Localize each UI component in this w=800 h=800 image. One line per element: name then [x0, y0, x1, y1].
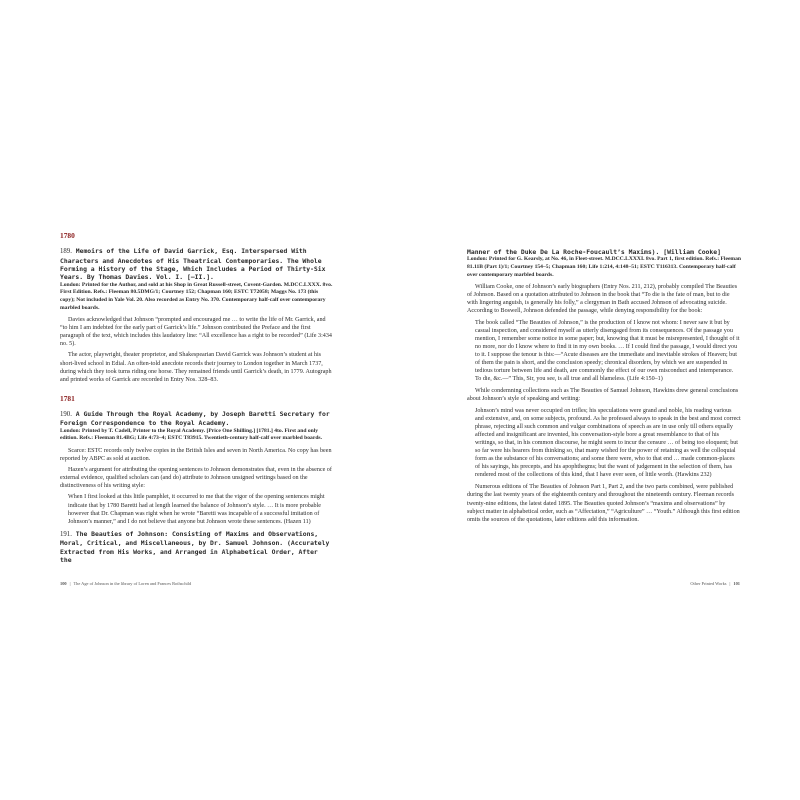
- left-page-number: 100: [60, 581, 67, 586]
- entry-189-title: [60, 247, 333, 282]
- entry-191-publication: London: Printed for G. Kearsly, at No. 46, in Fleet-street. M.DCC.LXXXI. 8vo. Part 1, first edition. Refs.: Fleeman 81.11B (Part 1)/1; Courtney 154–5; Chapman 160; Life 1:214, 4:148–51; ESTC T116313. Contemporary half-calf over contemporary marbled boards.: [467, 256, 742, 278]
- left-page-footer: [60, 581, 191, 586]
- entry-191-block-quote-1: The book called “The Beauties of Johnson,” is the production of I know not whom: I never saw it but by casual inspection, and considered myself as utterly disengaged from its consequences. Of the passage you mention, I remember some notice in some paper; but, knowing that it must be misrepresented, I thought of it no more, nor do I know where to find it in my own books. … If I could find the passage, I would direct you to it. I suppose the tenour is this:—“Acute diseases are the immediate and inevitable strokes of Heaven; but of them the pain is short, and the conclusion speedy; chronical disorders, by which we are suspended in tedious torture between life and death, are commonly the effect of our own misconduct and intemperance. To die, &c.—” This, Sir, you see, is all true and all blameless. (Life 4:150–1): [475, 319, 740, 383]
- entry-191-title-text: The Beauties of Johnson: Consisting of Maxims and Observations, Moral, Critical, and Miscellaneous, by Dr. Samuel Johnson. (Accurately Extracted from His Works, and Arranged in Alphabetical Order, After the: [60, 529, 330, 564]
- entry-191-number: 191.: [60, 530, 72, 538]
- entry-191-paragraph-1: William Cooke, one of Johnson’s early biographers (Entry Nos. 211, 212), probably compiled The Beauties of Johnson. Based on a quotation attributed to Johnson in the book that “To die is the fate of man, but to die with lingering anguish, is generally his folly,” a clergyman in Bath accused Johnson of advocating suicide. According to Boswell, Johnson defended the passage, while denying responsibility for the book:: [467, 284, 738, 315]
- running-head-section-title: Other Printed Works: [690, 581, 727, 586]
- running-head-book-title: The Age of Johnson in the library of Loren and Frances Rothschild: [73, 581, 192, 586]
- year-heading-1780: 1780: [60, 231, 75, 240]
- entry-190-title-text: A Guide Through the Royal Academy, by Joseph Baretti Secretary for Foreign Correspondence to the Royal Academy.: [60, 409, 330, 428]
- entry-190-title: [60, 410, 333, 428]
- entry-189-number: 189.: [60, 248, 72, 256]
- entry-191-title-continued: Manner of the Duke De La Roche-Foucault’s Maxims). [William Cooke]: [467, 248, 721, 256]
- entry-191-title: [60, 530, 333, 565]
- right-page: [400, 0, 800, 800]
- right-page-number: 101: [733, 581, 740, 586]
- footer-separator: |: [69, 581, 71, 586]
- entry-189-publication: London: Printed for the Author, and sold at his Shop in Great Russell-street, Covent-Garden. M.DCC.LXXX. 8vo. First Edition. Refs.: Fleeman 80.5DMG/1; Courtney 152; Chapman 160; ESTC T72058; Maggs No. 173 (this copy); Not included in Yale Vol. 20. Also recorded as Entry No. 370. Contemporary half-calf over contemporary marbled boards.: [60, 281, 333, 311]
- right-text-column: [467, 248, 741, 527]
- entry-189-paragraph-2: The actor, playwright, theater proprietor, and Shakespearian David Garrick was Johnson’s student at his short-lived school in Edial. An often-told anecdote records their journey to London together in March 1737, during which they took turns riding one horse. They remained friends until Garrick’s death, in 1779. Autograph and printed works of Garrick are recorded in Entry Nos. 328–83.: [60, 352, 332, 383]
- left-text-column: [60, 232, 333, 564]
- entry-190-paragraph-2: Hazen’s argument for attributing the opening sentences to Johnson demonstrates that, even in the absence of external evidence, qualified scholars can (and do) attribute to Johnson unsigned writings based on the distinctiveness of his writing style:: [60, 467, 332, 490]
- entry-191-block-quote-2: Johnson’s mind was never occupied on trifles; his speculations were grand and noble, his reading various and extensive, and, on some subjects, profound. As he professed always to speak in the best and most correct phrase, rejecting all such common and vulgar combinations of speech as are in use only till others equally affected and insignificant are invented, his conversation-style bore a great resemblance to that of his writings, so that, in his common discourse, he might seem to incur the censure … of being too eloquent; but so far were his hearers from thinking so, that many wished for the power of retaining as well the colloquial form as the substance of his conversations; and some there were, who to that end … made common-places of his sayings, his precepts, and his apophthegms; but the want of judgement in the selection of them, has rendered most of the collections of this kind, that I have ever seen, of little worth. (Hawkins 232): [475, 407, 741, 479]
- entry-190-publication: London: Printed by T. Cadell, Printer to the Royal Academy. [Price One Shilling.] [1781.] 4to. First and only edition. Refs.: Fleeman 81.4BG; Life 4:73–4; ESTC T83915. Twentieth-century half-calf over marbled boards.: [60, 427, 323, 442]
- entry-191-paragraph-3: Numerous editions of The Beauties of Johnson Part 1, Part 2, and the two parts combined, were published during the last twenty years of the eighteenth century and throughout the nineteenth century. Fleeman records twenty-nine editions, the latest dated 1895. The Beauties quoted Johnson’s “maxims and observations” by subject matter in alphabetical order, such as “Affectation,” “Agriculture” … “Youth.” Although this first edition omits the sources of the quotations, later editions add this information.: [467, 484, 740, 523]
- entry-189-paragraph-1: Davies acknowledged that Johnson “prompted and encouraged me … to write the life of Mr. Garrick, and “to him I am indebted for the early part of Garrick’s life.” Johnson contributed the Preface and the first paragraph of the text, which includes this laudatory line: “All excellence has a right to be recorded” (Life 3:434 no. 5).: [60, 317, 332, 348]
- entry-189-title-text: Memoirs of the Life of David Garrick, Esq. Interspersed With Characters and Anecdotes of His Theatrical Contemporaries. The Whole Forming a History of the Stage, Which Includes a Period of Thirty-Six Years. By Thomas Davies. Vol. I. [–II.].: [60, 247, 326, 282]
- entry-190-number: 190.: [60, 410, 72, 418]
- entry-190-block-quote: When I first looked at this little pamphlet, it occurred to me that the vigor of the opening sentences might indicate that by 1780 Baretti had at length learned the balance of Johnson’s style. … It is more probable however that Dr. Chapman was right when he wrote “Baretti was incapable of a successful imitation of Johnson’s manner,” and I do not believe that anyone but Johnson wrote these sentences. (Hazen 11): [68, 494, 325, 525]
- year-heading-1781: 1781: [60, 393, 75, 403]
- right-page-footer: [690, 581, 740, 586]
- entry-191-paragraph-2: While condemning collections such as The Beauties of Samuel Johnson, Hawkins drew general conclusions about Johnson’s style of speaking and writing:: [467, 388, 739, 403]
- footer-separator: |: [729, 581, 731, 586]
- entry-190-paragraph-1: Scarce: ESTC records only twelve copies in the British Isles and seven in North America. No copy has been reported by ABPC as sold at auction.: [60, 447, 332, 463]
